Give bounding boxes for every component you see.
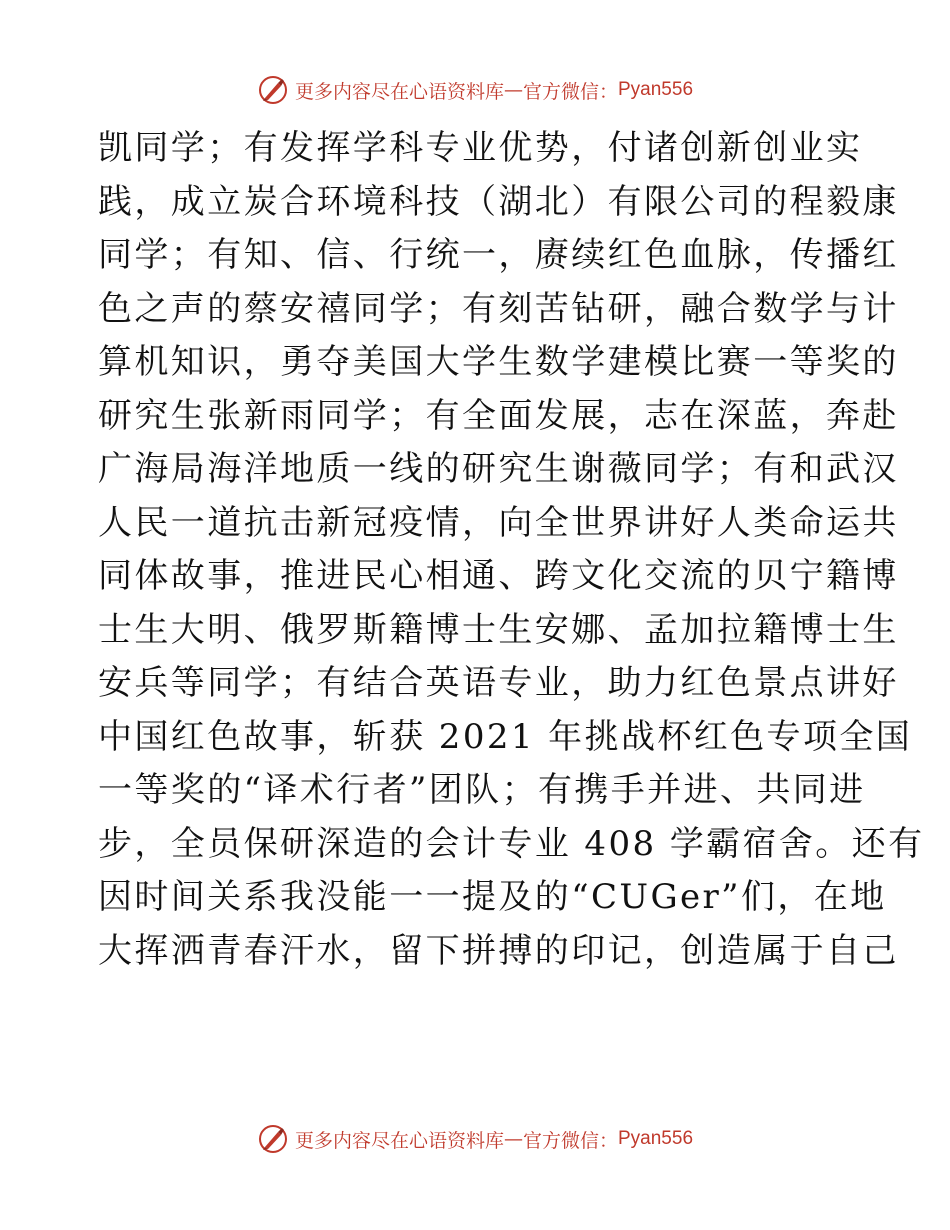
watermark-dash: — bbox=[503, 1128, 523, 1150]
text-line: 士生大明、俄罗斯籍博士生安娜、孟加拉籍博士生 bbox=[98, 609, 899, 650]
text-line: 中国红色故事，斩获 2021 年挑战杯红色专项全国 bbox=[98, 716, 913, 757]
text-line: 人民一道抗击新冠疫情，向全世界讲好人类命运共 bbox=[98, 502, 899, 543]
text-line: 安兵等同学；有结合英语专业，助力红色景点讲好 bbox=[98, 663, 899, 703]
text-line: 研究生张新雨同学；有全面发展，志在深蓝，奔赴 bbox=[98, 395, 899, 436]
text-line: 凯同学；有发挥学科专业优势，付诸创新创业实 bbox=[98, 128, 863, 168]
watermark-wechat-label: 官方微信： bbox=[522, 80, 618, 103]
watermark-header bbox=[0, 72, 950, 108]
watermark-wechat-id: Pyan556 bbox=[618, 1128, 694, 1149]
text-line: 算机知识，勇夺美国大学生数学建模比赛一等奖的 bbox=[98, 342, 899, 382]
watermark-wechat-id: Pyan556 bbox=[618, 79, 694, 100]
text-line: 广海局海洋地质一线的研究生谢薇同学；有和武汉 bbox=[98, 449, 899, 489]
body-text bbox=[98, 122, 925, 978]
text-line: 同学；有知、信、行统一，赓续红色血脉，传播红 bbox=[98, 235, 899, 275]
text-line: 践，成立炭合环境科技（湖北）有限公司的程毅康 bbox=[98, 181, 899, 222]
watermark-footer bbox=[0, 1121, 950, 1157]
quill-pen-icon bbox=[257, 1123, 289, 1155]
text-line: 因时间关系我没能一一提及的“CUGer”们，在地 bbox=[98, 877, 887, 917]
text-line: 大挥洒青春汗水，留下拼搏的印记，创造属于自己 bbox=[98, 930, 899, 971]
watermark-dash: — bbox=[503, 79, 523, 101]
text-line: 同体故事，推进民心相通、跨文化交流的贝宁籍博 bbox=[98, 556, 899, 596]
text-line: 步，全员保研深造的会计专业 408 学霸宿舍。还有 bbox=[98, 823, 925, 864]
text-line: 色之声的蔡安禧同学；有刻苦钻研，融合数学与计 bbox=[98, 288, 899, 329]
watermark-tagline: 更多内容尽在心语资料库 bbox=[294, 80, 504, 103]
watermark-wechat-label: 官方微信： bbox=[522, 1129, 618, 1152]
text-line: 一等奖的“译术行者”团队；有携手并进、共同进 bbox=[98, 770, 866, 810]
watermark-tagline: 更多内容尽在心语资料库 bbox=[294, 1129, 504, 1152]
quill-pen-icon bbox=[257, 74, 289, 106]
